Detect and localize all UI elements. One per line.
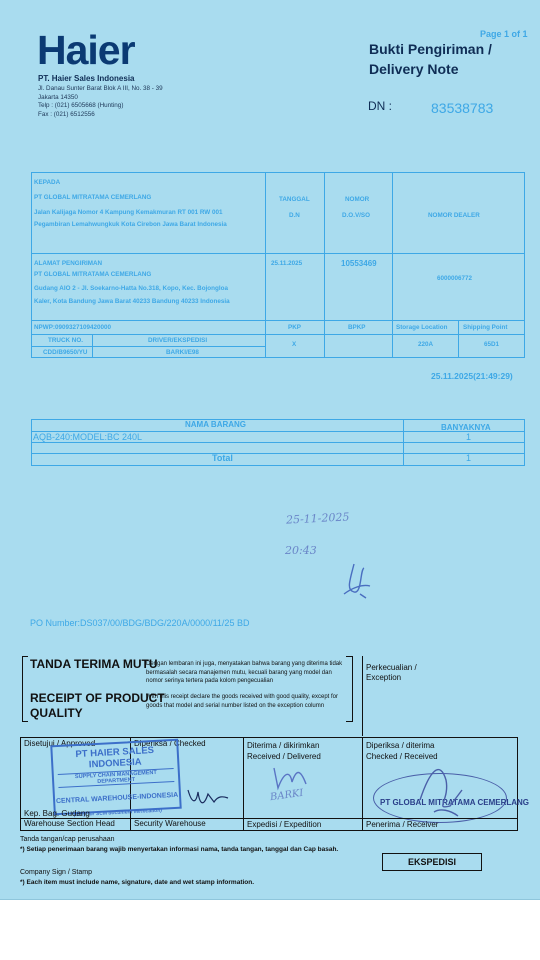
driver-signature-icon [340, 560, 374, 602]
grid-divider [265, 172, 266, 358]
grid-divider [458, 320, 459, 358]
shipping-nomor: 10553469 [341, 259, 377, 268]
shipping-point-label: Shipping Point [463, 324, 508, 331]
warehouse-head-label: Warehouse Section Head [24, 819, 115, 828]
address-line: Jl. Danau Sunter Barat Blok A III, No. 38 - 39 [38, 85, 163, 92]
recipient-address-2: Pegambiran Lemahwungkuk Kota Cirebon Jawa Barat Indonesia [34, 221, 227, 228]
shipping-label: ALAMAT PENGIRIMAN [34, 260, 103, 267]
expedisi-signature-icon [270, 762, 310, 792]
ekspedisi-box: EKSPEDISI [382, 853, 482, 871]
dn-label: DN : [368, 99, 392, 113]
address-line: Fax : (021) 6512556 [38, 110, 95, 118]
document-title [369, 39, 492, 79]
stamp-foot: (Only for SCM document verification) [73, 807, 163, 819]
checked2-label: Diperiksa / diterima [366, 741, 435, 750]
shipping-address-2: Kaler, Kota Bandung Jawa Barat 40233 Bandung 40233 Indonesia [34, 298, 230, 305]
receipt-title-1: TANDA TERIMA MUTU [30, 657, 158, 671]
storage-location-label: Storage Location [396, 324, 448, 331]
receiver-stamp-text: PT GLOBAL MITRATAMA CEMERLANG [380, 798, 530, 807]
exception-label: Perkecualian / Exception [366, 663, 417, 682]
receipt-bracket [22, 656, 28, 657]
grid-divider [392, 172, 393, 358]
kepada-label: KEPADA [34, 179, 61, 186]
table-divider [31, 453, 525, 454]
delivered-label: Received / Delivered [247, 752, 321, 761]
receipt-bracket [346, 656, 352, 657]
page-indicator: Page 1 of 1 [480, 29, 528, 39]
expedisi-label: Expedisi / Expedition [247, 820, 322, 829]
shipping-point-value: 65D1 [484, 341, 500, 348]
pkp-x-mark: X [292, 341, 297, 348]
address-line: Jakarta 14350 [38, 93, 78, 101]
truck-label: TRUCK NO. [48, 337, 83, 344]
receiver-signature-icon [410, 750, 470, 820]
title-line-1: Bukti Pengiriman / [369, 41, 492, 57]
dn-number: 83538783 [431, 100, 494, 116]
grid-divider [31, 346, 265, 347]
item-qty: 1 [466, 432, 472, 442]
grid-divider [324, 172, 325, 358]
shipping-date: 25.11.2025 [271, 260, 303, 267]
receipt-bracket [22, 656, 23, 722]
nomor-label: NOMOR [345, 196, 370, 203]
receipt-text-id: Dengan lembaran ini juga, menyatakan bahwa barang yang diterima tidak bermasalah secara manajemen mutu, kecuali barang yang model dan nomor serinya tertera pada kolom pengecualian [146, 661, 343, 684]
total-label: Total [212, 453, 233, 463]
receipt-title-2: RECEIPT OF PRODUCT [30, 691, 165, 705]
table-divider [403, 419, 404, 466]
grid-divider [31, 334, 525, 335]
shipping-address-1: Gudang AIO 2 - Jl. Soekarno-Hatta No.318, Kopo, Kec. Bojongloa [34, 285, 228, 292]
handwritten-time: 20:43 [285, 544, 317, 557]
sig-divider [243, 737, 244, 831]
total-qty: 1 [466, 453, 472, 463]
handwritten-date: 25-11-2025 [285, 510, 350, 527]
exception-divider [362, 656, 363, 736]
col-banyaknya: BANYAKNYA [441, 423, 491, 432]
print-timestamp: 25.11.2025(21:49:29) [431, 371, 513, 381]
shipping-dealer: 6000006772 [437, 275, 473, 282]
company-address [38, 85, 188, 119]
footer-line-3: Company Sign / Stamp [20, 869, 92, 876]
haier-logo: Haier [37, 27, 135, 73]
dovso-label: D.O.V/SO [342, 212, 370, 219]
approved-label: Disetujui / Approved [24, 739, 96, 748]
footer-line-4: *) Each item must include name, signature, date and wet stamp information. [20, 879, 255, 886]
footer-line-1: Tanda tangan/cap perusahaan [20, 836, 115, 843]
receipt-text-en: With this receipt declare the goods received with good quality, except for goods that model and serial number listed on the exception column [146, 694, 338, 709]
received-label: Diterima / dikirimkan [247, 741, 320, 750]
bpkp-label: BPKP [348, 324, 366, 331]
driver-name: BARKI/E98 [166, 349, 199, 356]
receipt-title-3: QUALITY [30, 706, 83, 720]
tanggal-label: TANGGAL [279, 196, 310, 203]
driver-label: DRIVER/EKSPEDISI [148, 337, 208, 344]
recipient-address-1: Jalan Kalijaga Nomor 4 Kampung Kemakmuran RT 001 RW 001 [34, 209, 223, 216]
footer-line-2: *) Setiap penerimaan barang wajib menyertakan informasi nama, tanda tangan, tanggal dan Cap basah. [20, 846, 339, 853]
grid-divider [92, 334, 93, 358]
pkp-label: PKP [288, 324, 301, 331]
stamp-main: CENTRAL WAREHOUSE-INDONESIA [55, 791, 179, 806]
po-number: PO Number:DS037/00/BDG/BDG/220A/0000/11/25 BD [30, 618, 250, 628]
receipt-bracket [22, 721, 28, 722]
dn-short-label: D.N [289, 212, 300, 219]
storage-location-value: 220A [418, 341, 434, 348]
receipt-bracket [346, 721, 352, 722]
receipt-bracket [352, 656, 353, 722]
col-nama-barang: NAMA BARANG [185, 420, 247, 429]
checked-label: Diperiksa / Checked [134, 739, 206, 748]
shipping-name: PT GLOBAL MITRATAMA CEMERLANG [34, 271, 152, 278]
title-line-2: Delivery Note [369, 61, 459, 77]
penerima-label: Penerima / Receiver [366, 820, 439, 829]
npwp-label: NPWP:0909327109420000 [34, 324, 112, 331]
received2-label: Checked / Received [366, 752, 438, 761]
stamp-subtitle: SUPPLY CHAIN MANAGEMENT DEPARTMENT [58, 768, 175, 788]
company-name: PT. Haier Sales Indonesia [38, 74, 135, 83]
truck-number: CDD/B9650/YU [43, 349, 88, 356]
dealer-label: NOMOR DEALER [428, 212, 480, 219]
kep-bag-label: Kep. Bag. Gudang [24, 809, 90, 818]
grid-divider [31, 320, 525, 321]
address-line: Telp : (021) 6505668 (Hunting) [38, 102, 124, 109]
expedisi-signed-name: BARKI [269, 787, 305, 804]
stamp-title: PT HAIER SALES INDONESIA [75, 744, 155, 771]
recipient-name: PT GLOBAL MITRATAMA CEMERLANG [34, 194, 152, 201]
checker-signature-icon [186, 782, 230, 810]
sig-divider [362, 737, 363, 831]
security-label: Security Warehouse [134, 819, 206, 828]
item-name: AQB-240:MODEL:BC 240L [33, 432, 143, 442]
table-divider [31, 442, 525, 443]
grid-divider [31, 253, 525, 254]
